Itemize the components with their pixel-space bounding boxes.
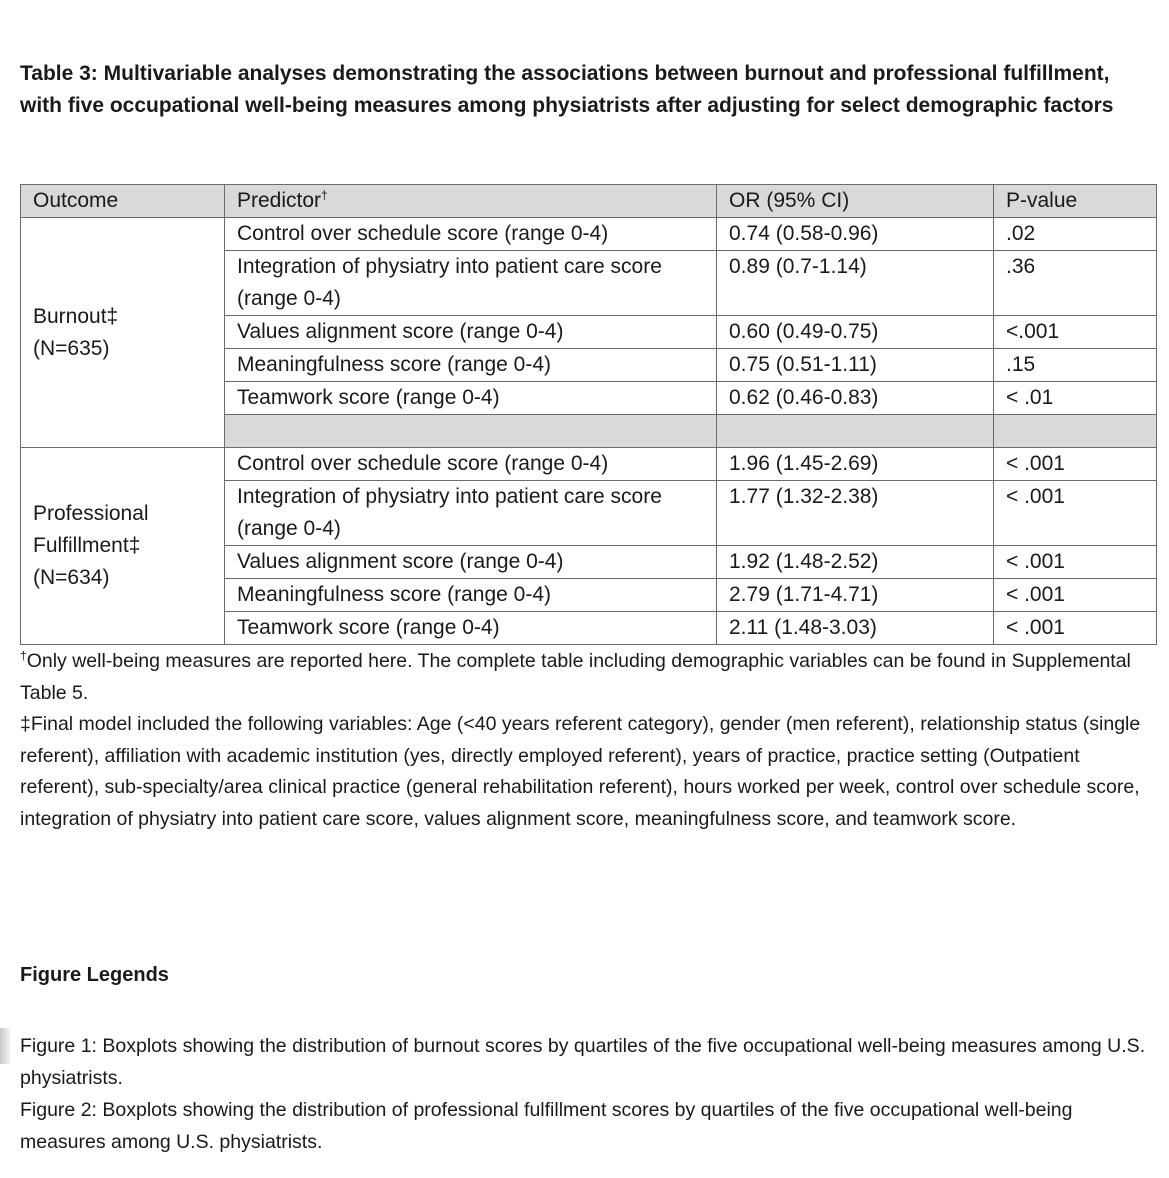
predictor-cell: Meaningfulness score (range 0-4)	[225, 579, 717, 612]
predictor-cell: Control over schedule score (range 0-4)	[225, 218, 717, 251]
table-caption: Table 3: Multivariable analyses demonstrating the associations between burnout and professional fulfillment, with five occupational well-being measures among physiatrists after adjusting for select demographic factors	[20, 62, 1114, 117]
footnote-double-dagger-mark: ‡	[20, 713, 31, 735]
predictor-cell: Control over schedule score (range 0-4)	[225, 448, 717, 481]
predictor-cell: Integration of physiatry into patient care score (range 0-4)	[225, 481, 717, 546]
table-footnotes	[20, 646, 1160, 835]
p-cell: .36	[994, 251, 1157, 316]
p-cell: < .001	[994, 481, 1157, 546]
or-cell: 2.79 (1.71-4.71)	[717, 579, 994, 612]
or-cell: 0.62 (0.46-0.83)	[717, 382, 994, 415]
margin-comment-marker	[0, 1028, 10, 1064]
predictor-cell: Values alignment score (range 0-4)	[225, 316, 717, 349]
p-cell: < .01	[994, 382, 1157, 415]
predictor-cell: Teamwork score (range 0-4)	[225, 382, 717, 415]
header-predictor-label: Predictor	[237, 189, 322, 212]
figure-legends	[20, 1030, 1150, 1158]
figure-legends-title: Figure Legends	[20, 964, 169, 986]
predictor-cell: Values alignment score (range 0-4)	[225, 546, 717, 579]
or-cell: 0.74 (0.58-0.96)	[717, 218, 994, 251]
header-or: OR (95% CI)	[717, 185, 994, 218]
or-cell: 0.75 (0.51-1.11)	[717, 349, 994, 382]
footnote-double-dagger-text: Final model included the following variables: Age (<40 years referent category), gender (men referent), relationship status (single referent), affiliation with academic institution (yes, directly employed referent), years of practice, practice setting (Outpatient referent), sub-specialty/area clinical practice (general rehabilitation referent), hours worked per week, control over schedule score, integration of physiatry into patient care score, values alignment score, meaningfulness score, and teamwork score.	[20, 713, 1141, 830]
outcome-fulfillment-line1: Professional	[33, 502, 149, 525]
header-predictor-mark: †	[321, 188, 328, 202]
p-cell: < .001	[994, 448, 1157, 481]
p-cell: .02	[994, 218, 1157, 251]
outcome-fulfillment-line2: Fulfillment‡	[33, 534, 141, 557]
separator-cell	[994, 415, 1157, 448]
footnote-double-dagger	[20, 709, 1160, 835]
p-cell: <.001	[994, 316, 1157, 349]
table-header-row	[21, 185, 1157, 218]
results-table	[20, 184, 1157, 645]
table-row	[21, 448, 1157, 481]
p-cell: < .001	[994, 579, 1157, 612]
separator-cell	[717, 415, 994, 448]
table-row	[21, 218, 1157, 251]
p-cell: < .001	[994, 612, 1157, 645]
document-page	[20, 58, 1160, 1153]
or-cell: 0.89 (0.7-1.14)	[717, 251, 994, 316]
figure-1-legend: Figure 1: Boxplots showing the distribution of burnout scores by quartiles of the five occupational well-being measures among U.S. physiatrists.	[20, 1035, 1146, 1089]
outcome-fulfillment	[21, 448, 225, 645]
footnote-dagger-mark: †	[20, 648, 27, 663]
p-cell: .15	[994, 349, 1157, 382]
p-cell: < .001	[994, 546, 1157, 579]
or-cell: 1.92 (1.48-2.52)	[717, 546, 994, 579]
header-predictor	[225, 185, 717, 218]
outcome-burnout-line1: Burnout‡	[33, 304, 119, 328]
outcome-fulfillment-line3: (N=634)	[33, 566, 110, 589]
header-outcome: Outcome	[21, 185, 225, 218]
or-cell: 0.60 (0.49-0.75)	[717, 316, 994, 349]
predictor-cell: Meaningfulness score (range 0-4)	[225, 349, 717, 382]
predictor-cell: Teamwork score (range 0-4)	[225, 612, 717, 645]
or-cell: 1.77 (1.32-2.38)	[717, 481, 994, 546]
predictor-cell: Integration of physiatry into patient care score (range 0-4)	[225, 251, 717, 316]
separator-cell	[225, 415, 717, 448]
or-cell: 2.11 (1.48-3.03)	[717, 612, 994, 645]
outcome-burnout-line2: (N=635)	[33, 336, 110, 360]
footnote-dagger-text: Only well-being measures are reported here. The complete table including demographic variables can be found in Supplemental Table 5.	[20, 650, 1131, 704]
or-cell: 1.96 (1.45-2.69)	[717, 448, 994, 481]
outcome-burnout	[21, 218, 225, 448]
footnote-dagger	[20, 646, 1160, 709]
header-p-value: P-value	[994, 185, 1157, 218]
figure-2-legend: Figure 2: Boxplots showing the distribution of professional fulfillment scores by quartiles of the five occupational well-being measures among U.S. physiatrists.	[20, 1099, 1073, 1153]
